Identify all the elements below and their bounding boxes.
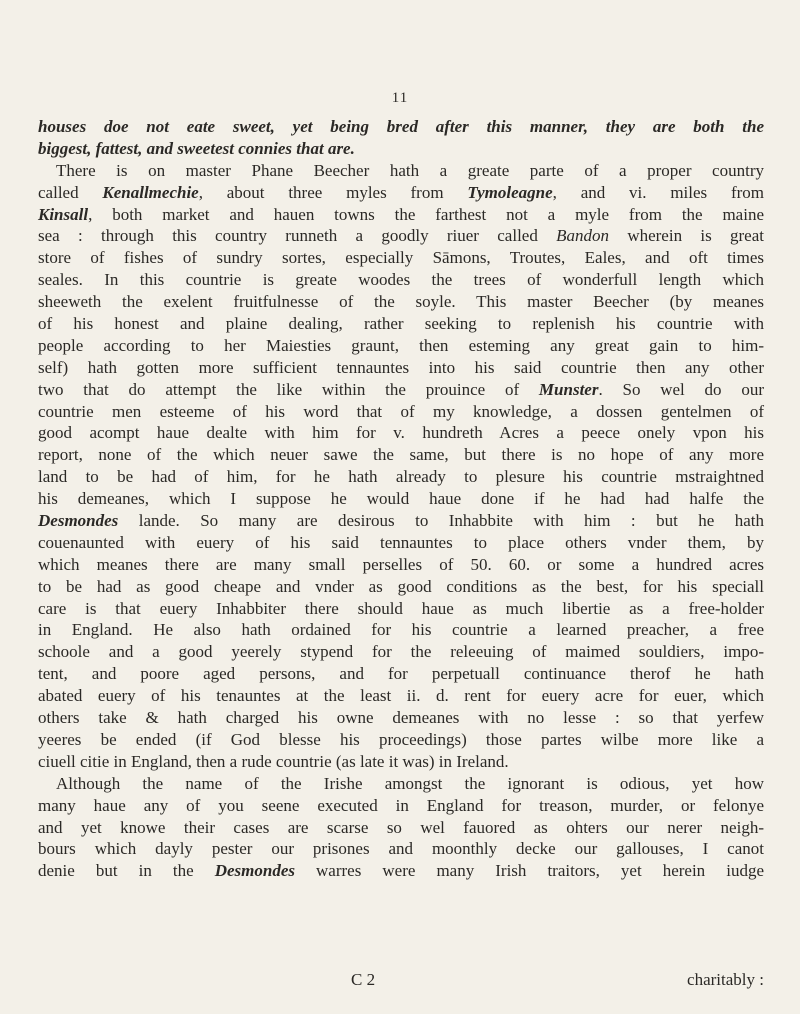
- text-line: [38, 182, 764, 204]
- text-line: [38, 247, 764, 269]
- text-run: bours which dayly pester our prisones and moonthly decke our gallouses, I canot: [38, 839, 764, 859]
- text-run: good acompt haue dealte with him for v. hundreth Acres a peece onely vpon his: [38, 423, 764, 443]
- text-run: his demeanes, which I suppose he would haue done if he had had halfe the: [38, 489, 764, 509]
- text-run: , about three myles from: [198, 182, 468, 202]
- text-run: seales. In this countrie is greate woodes the trees of wonderfull length which: [38, 270, 764, 290]
- text-line: [38, 335, 764, 357]
- text-run: There is on master Phane Beecher hath a greate parte of a proper country: [56, 160, 764, 180]
- text-line: [38, 225, 764, 247]
- text-run: , and vi. miles from: [552, 182, 764, 202]
- text-line: [38, 291, 764, 313]
- text-run: , both market and hauen towns the farthest not a myle from the maine: [88, 204, 764, 224]
- text-run: others take & hath charged his owne demeanes with no lesse : so that yerfew: [38, 708, 764, 728]
- emphasized-name: Tymoleagne: [467, 182, 553, 202]
- text-run: report, none of the which neuer sawe the same, but there is no hope of any more: [38, 445, 764, 465]
- text-run: and yet knowe their cases are scarse so wel fauored as ohters our nerer neigh-: [38, 817, 764, 837]
- text-run: couenaunted with euery of his said tennauntes to place others vnder them, by: [38, 532, 764, 552]
- text-line: [38, 554, 764, 576]
- text-line: [38, 466, 764, 488]
- text-run: store of fishes of sundry sortes, especially Sāmons, Troutes, Eales, and oft times: [38, 248, 764, 268]
- text-line: [38, 598, 764, 620]
- text-line: [38, 510, 764, 532]
- text-run: sea : through this country runneth a goodly riuer called: [38, 226, 557, 246]
- text-line: [38, 707, 764, 729]
- emphasized-name: Desmondes: [214, 861, 295, 881]
- text-run: countrie men esteeme of his word that of my knowledge, a dossen gentelmen of: [38, 401, 764, 421]
- text-run: to be had as good cheape and vnder as good conditions as the best, for his speciall: [38, 576, 764, 596]
- signature-mark: C 2: [351, 970, 376, 989]
- text-line: [38, 619, 764, 641]
- text-line: [38, 641, 764, 663]
- text-run: schoole and a good yeerely stypend for the releeuing of maimed souldiers, impo-: [38, 642, 764, 662]
- text-run: many haue any of you seene executed in England for treason, murder, or felonye: [38, 795, 764, 815]
- text-line: [38, 663, 764, 685]
- text-line: [38, 685, 764, 707]
- catchword: charitably :: [687, 970, 764, 989]
- text-run: . So wel do our: [598, 379, 764, 399]
- text-line: [38, 729, 764, 751]
- text-line: [38, 444, 764, 466]
- text-line: [38, 401, 764, 423]
- text-line: [38, 838, 764, 860]
- text-line: [38, 532, 764, 554]
- text-line: [38, 422, 764, 444]
- text-line: [38, 773, 764, 795]
- text-line: [38, 795, 764, 817]
- text-run: wherein is great: [609, 226, 764, 246]
- page-number: 11: [391, 90, 409, 106]
- text-run: Although the name of the Irishe amongst the ignorant is odious, yet how: [56, 773, 764, 793]
- emphasized-name: houses doe not eate sweet, yet being bred after this manner, they are both the: [38, 117, 764, 136]
- text-line: [38, 379, 764, 401]
- text-line: [38, 751, 764, 773]
- text-line: [38, 313, 764, 335]
- text-run: which meanes there are many small perselles of 50. 60. or some a hundred acres: [38, 554, 764, 574]
- text-run: called: [38, 182, 103, 202]
- text-line: [38, 204, 764, 226]
- text-line: [38, 488, 764, 510]
- text-line: [38, 138, 764, 160]
- text-run: abated euery of his tenauntes at the least ii. d. rent for euery acre for euer, which: [38, 686, 764, 706]
- text-run: people according to her Maiesties graunt, then esteming any great gain to him-: [38, 335, 764, 355]
- text-run: two that do attempt the like within the prouince of: [38, 379, 539, 399]
- emphasized-name: Desmondes: [38, 511, 119, 531]
- page-footer: [38, 970, 764, 992]
- text-run: yeeres be ended (if God blesse his proceedings) those partes wilbe more like a: [38, 729, 764, 749]
- text-run: land to be had of him, for he hath already to plesure his countrie mstraightned: [38, 467, 764, 487]
- emphasized-name: Kenallmechie: [102, 182, 199, 202]
- text-run: in England. He also hath ordained for his countrie a learned preacher, a free: [38, 620, 764, 640]
- body-text: [38, 116, 764, 882]
- text-line: [38, 116, 764, 138]
- text-line: [38, 160, 764, 182]
- text-line: [38, 576, 764, 598]
- text-run: tent, and poore aged persons, and for perpetuall continuance therof he hath: [38, 664, 764, 684]
- text-run: warres were many Irish traitors, yet herein iudge: [294, 861, 764, 881]
- emphasized-name: Kinsall: [38, 204, 89, 224]
- emphasized-name: biggest, fattest, and sweetest connies that are.: [38, 138, 355, 158]
- emphasized-name: Munster: [538, 379, 599, 399]
- text-run: denie but in the: [38, 861, 215, 881]
- text-run: sheeweth the exelent fruitfulnesse of the soyle. This master Beecher (by meanes: [38, 292, 764, 312]
- text-line: [38, 860, 764, 882]
- text-line: [38, 269, 764, 291]
- text-line: [38, 357, 764, 379]
- italic-name: Bandon: [556, 226, 610, 246]
- text-line: [38, 817, 764, 839]
- text-run: of his honest and plaine dealing, rather seeking to replenish his countrie with: [38, 314, 764, 334]
- text-run: lande. So many are desirous to Inhabbite with him : but he hath: [118, 511, 764, 531]
- text-run: self) hath gotten more sufficient tennauntes into his said countrie then any other: [38, 357, 764, 377]
- text-run: ciuell citie in England, then a rude countrie (as late it was) in Ireland.: [38, 751, 509, 771]
- text-run: care is that euery Inhabbiter there should haue as much libertie as a free-holder: [38, 598, 764, 618]
